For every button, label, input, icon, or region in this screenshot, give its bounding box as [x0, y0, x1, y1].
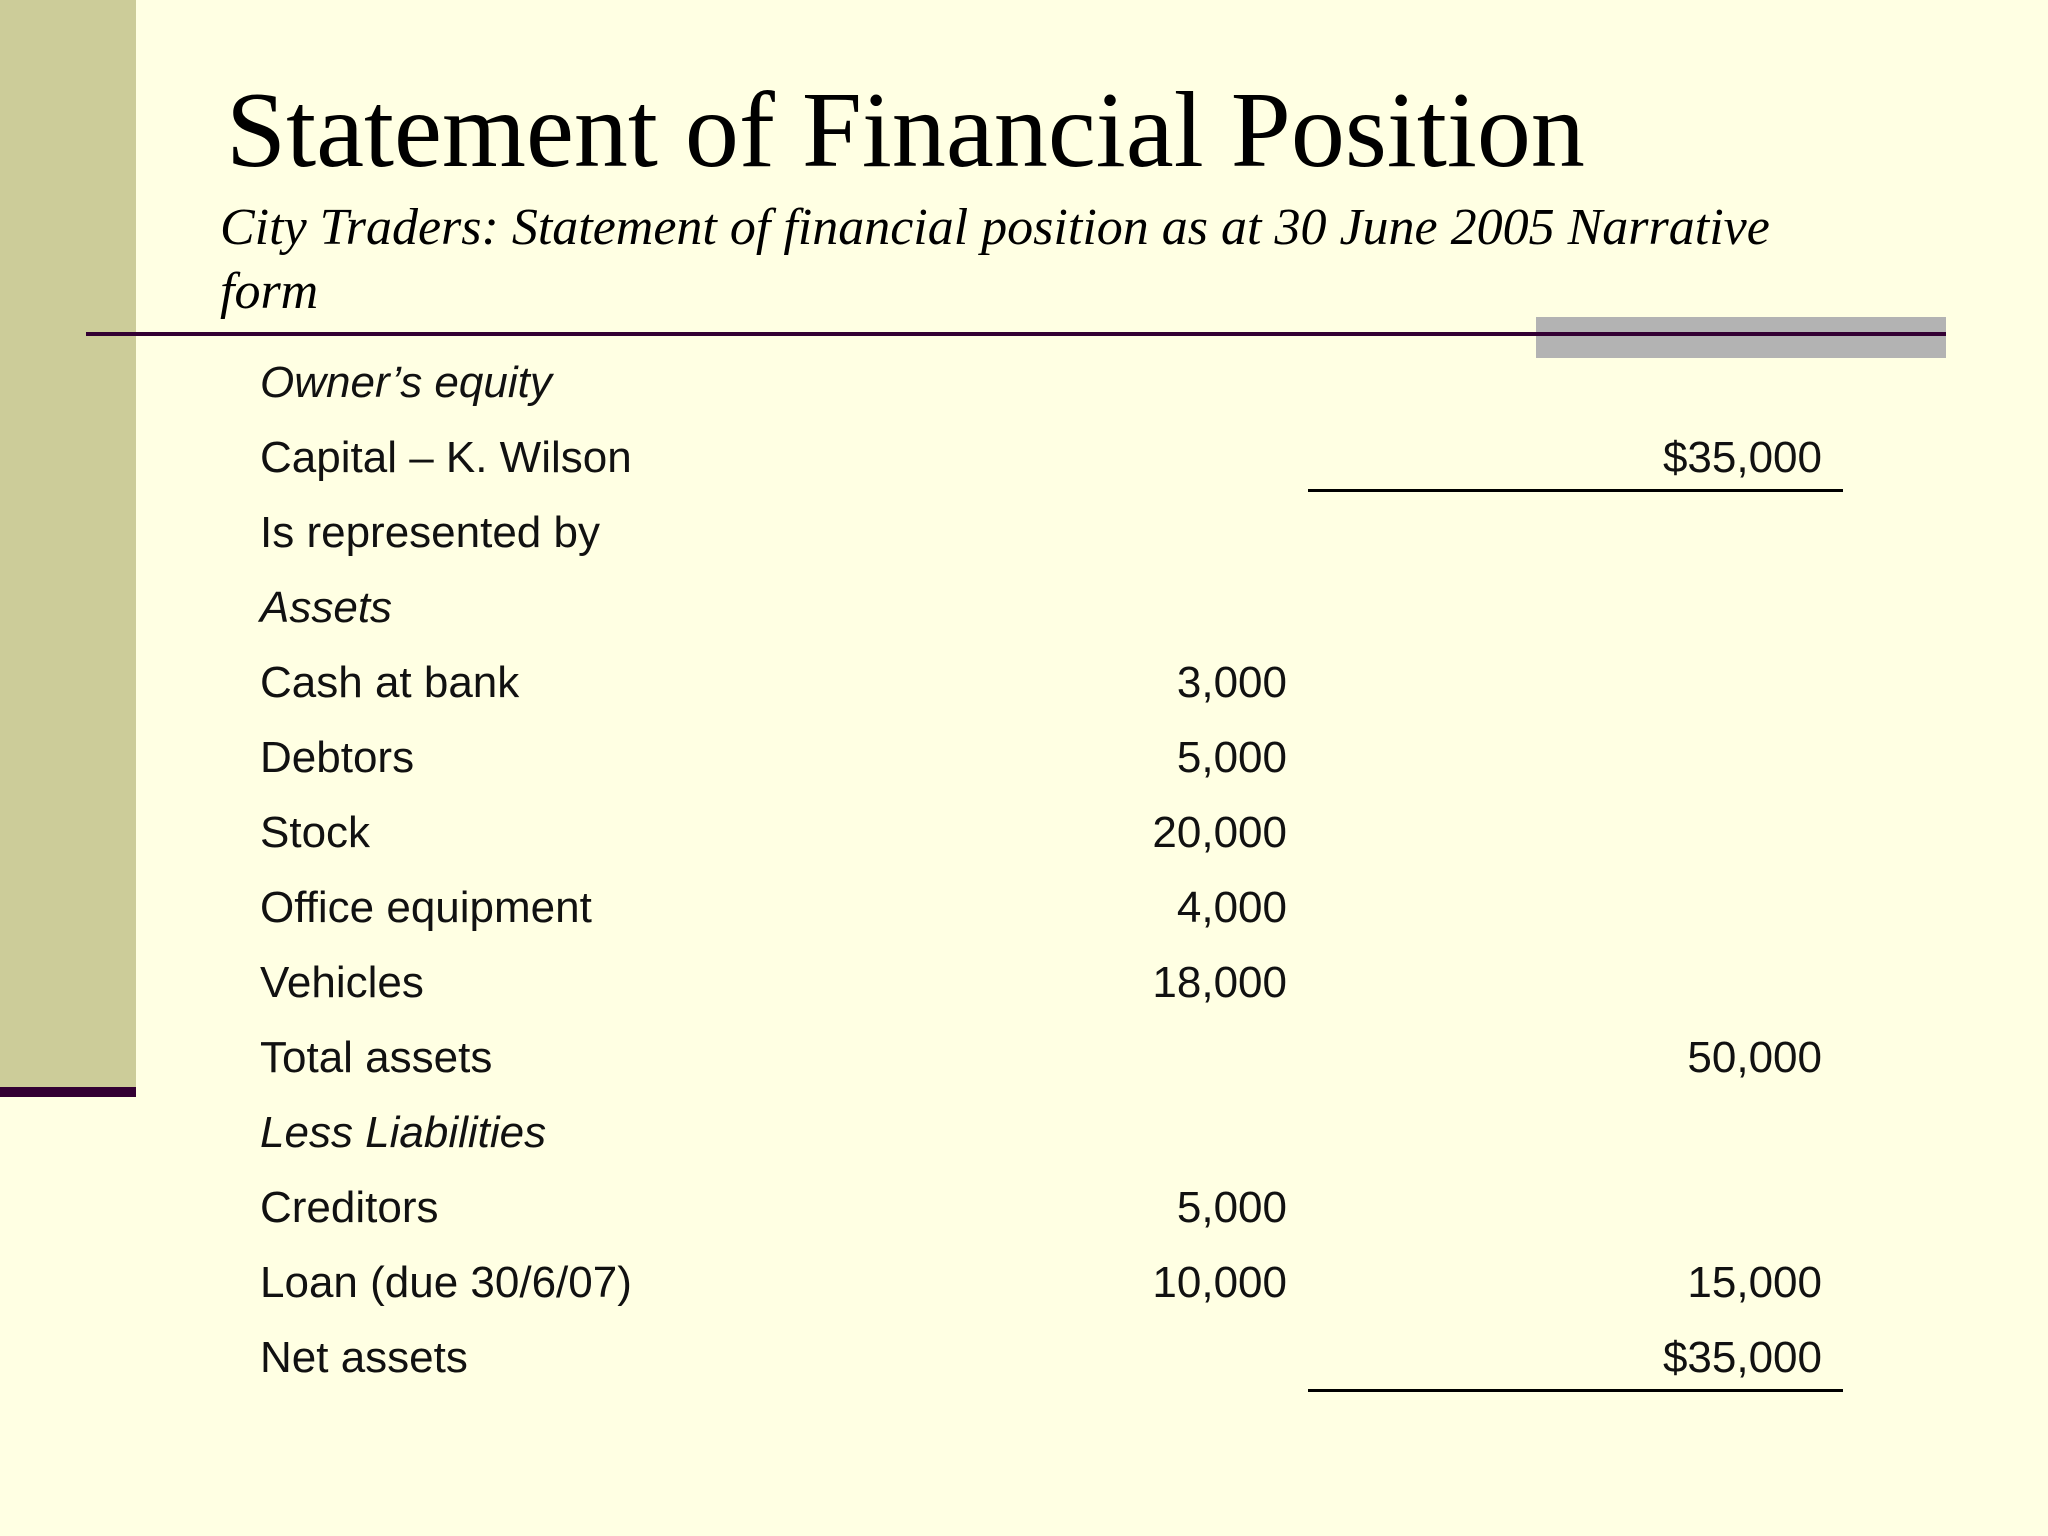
row-total-amount: 15,000 — [1687, 1258, 1822, 1307]
row-label: Total assets — [260, 1033, 493, 1082]
statement-row-capital — [0, 420, 2048, 495]
row-item-amount: 5,000 — [1176, 733, 1287, 782]
statement-row-net-assets — [0, 1320, 2048, 1395]
row-item-amount: 3,000 — [1176, 658, 1287, 707]
statement-row-assets-heading — [0, 570, 2048, 645]
row-label: Office equipment — [260, 883, 592, 932]
row-label: Stock — [260, 808, 371, 857]
slide-subtitle: City Traders: Statement of financial position as at 30 June 2005 Narrative form — [220, 199, 1770, 320]
statement-row-total-assets — [0, 1020, 2048, 1095]
row-label: Cash at bank — [260, 658, 520, 707]
statement-row-liabilities-heading — [0, 1095, 2048, 1170]
row-total-amount: $35,000 — [1662, 1333, 1822, 1382]
statement-row-debtors — [0, 720, 2048, 795]
row-label: Assets — [260, 583, 393, 632]
row-label: Vehicles — [260, 958, 424, 1007]
row-item-amount: 18,000 — [1152, 958, 1287, 1007]
net-assets-underline — [1308, 1389, 1843, 1392]
row-total-amount: 50,000 — [1687, 1033, 1822, 1082]
capital-underline — [1308, 489, 1843, 492]
statement-row-vehicles — [0, 945, 2048, 1020]
row-label: Owner’s equity — [260, 358, 552, 407]
row-label: Loan (due 30/6/07) — [260, 1258, 632, 1307]
row-item-amount: 10,000 — [1152, 1258, 1287, 1307]
statement-row-loan — [0, 1245, 2048, 1320]
slide-title: Statement of Financial Position — [226, 71, 1585, 190]
row-label: Debtors — [260, 733, 415, 782]
row-label: Net assets — [260, 1333, 468, 1382]
row-label: Creditors — [260, 1183, 439, 1232]
statement-row-creditors — [0, 1170, 2048, 1245]
row-item-amount: 4,000 — [1176, 883, 1287, 932]
statement-row-cash-at-bank — [0, 645, 2048, 720]
statement-row-stock — [0, 795, 2048, 870]
row-label: Less Liabilities — [260, 1108, 547, 1157]
statement-row-owners-equity — [0, 345, 2048, 420]
statement-row-represented-by — [0, 495, 2048, 570]
row-item-amount: 5,000 — [1176, 1183, 1287, 1232]
row-label: Is represented by — [260, 508, 600, 557]
row-label: Capital – K. Wilson — [260, 433, 632, 482]
row-item-amount: 20,000 — [1152, 808, 1287, 857]
row-total-amount: $35,000 — [1662, 433, 1822, 482]
statement-row-office-equipment — [0, 870, 2048, 945]
